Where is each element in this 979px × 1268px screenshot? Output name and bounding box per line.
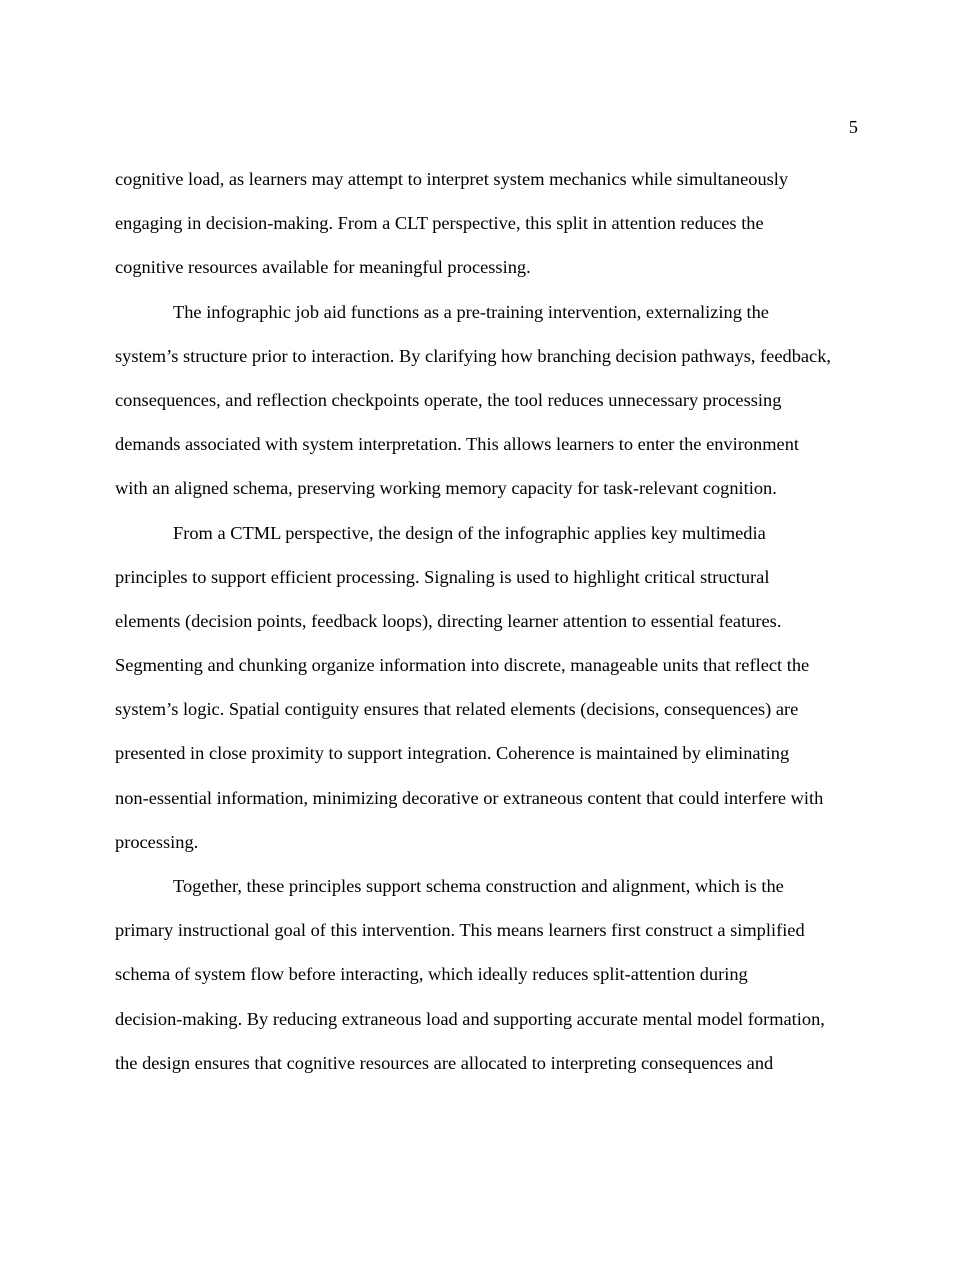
text-line: presented in close proximity to support integration. Coherence is maintained by eliminating [115,743,790,764]
page-number: 5 [848,117,858,137]
text-line: demands associated with system interpretation. This allows learners to enter the environment [115,434,800,455]
paragraph-4 [115,864,867,1085]
text-line: decision-making. By reducing extraneous load and supporting accurate mental model formation, [115,1008,825,1029]
text-line: From a CTML perspective, the design of the infographic applies key multimedia [173,522,766,543]
text-line: non-essential information, minimizing decorative or extraneous content that could interfere with [115,787,824,808]
text-line: cognitive resources available for meaningful processing. [115,257,531,278]
text-line: Segmenting and chunking organize information into discrete, manageable units that reflect the [115,655,810,676]
paragraph-2 [115,290,867,511]
text-line: elements (decision points, feedback loops), directing learner attention to essential features. [115,610,782,631]
text-line: system’s structure prior to interaction. By clarifying how branching decision pathways, feedback, [115,345,832,366]
text-line: system’s logic. Spatial contiguity ensures that related elements (decisions, consequences) are [115,699,799,720]
text-line: cognitive load, as learners may attempt to interpret system mechanics while simultaneously [115,169,789,189]
text-line: primary instructional goal of this intervention. This means learners first construct a simplified [115,920,805,941]
text-line: Together, these principles support schema construction and alignment, which is the [173,876,784,896]
text-line: consequences, and reflection checkpoints operate, the tool reduces unnecessary processing [115,389,782,410]
text-line: the design ensures that cognitive resources are allocated to interpreting consequences and [115,1052,774,1073]
text-line: processing. [115,831,199,852]
text-line: schema of system flow before interacting, which ideally reduces split-attention during [115,964,748,985]
text-line: principles to support efficient processing. Signaling is used to highlight critical structural [115,566,770,587]
text-line: The infographic job aid functions as a pre-training intervention, externalizing the [173,301,769,322]
text-line: engaging in decision-making. From a CLT perspective, this split in attention reduces the [115,213,764,234]
paragraph-3 [115,511,867,865]
paragraph-1 [115,157,867,290]
text-line: with an aligned schema, preserving working memory capacity for task-relevant cognition. [115,478,777,499]
body-text [115,157,867,1085]
